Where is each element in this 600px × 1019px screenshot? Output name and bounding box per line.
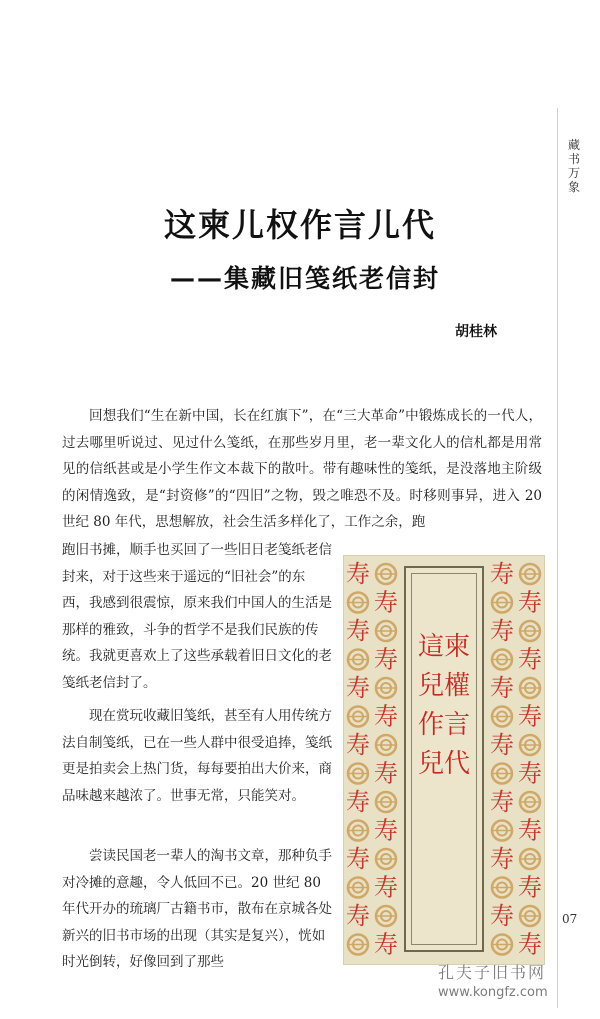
center-panel — [404, 566, 484, 952]
letter-paper-illustration — [343, 555, 545, 965]
round-motif-icon — [520, 564, 540, 584]
seal-glyph-icon: 寿 — [374, 759, 398, 788]
paragraph-2: 现在赏玩收藏旧笺纸，甚至有人用传统方法自制笺纸，已在一些人群中很受追捧，笺纸更是拍卖会上热门货，每每要拍出大价来，商品味越来越浓了。世事无常，只能笑对。 — [62, 708, 332, 804]
seal-glyph-icon: 寿 — [374, 588, 398, 617]
round-motif-icon — [376, 735, 396, 755]
article-title: 这柬儿权作言儿代 — [163, 206, 436, 244]
watermark — [438, 960, 548, 1000]
round-motif-icon — [376, 564, 396, 584]
seal-glyph-icon: 寿 — [490, 731, 514, 759]
round-motif-icon — [376, 621, 396, 641]
seal-glyph-icon: 寿 — [490, 845, 514, 873]
round-motif-icon — [492, 593, 512, 613]
round-motif-icon — [376, 849, 396, 869]
seal-glyph-icon: 寿 — [518, 645, 542, 674]
round-motif-icon — [348, 707, 368, 727]
round-motif-icon — [520, 621, 540, 641]
round-motif-icon — [492, 821, 512, 841]
seal-glyph-icon: 寿 — [518, 702, 542, 731]
paragraph-1: 回想我们“生在新中国，长在红旗下”，在“三大革命”中锻炼成长的一代人，过去哪里听说过、见过什么笺纸，在那些岁月里，老一辈文化人的信札都是用常见的信纸甚或是小学生作文本裁下的散叶。带有趣味性的笺纸，是没落地主阶级的闲情逸致，是“封资修”的“四旧”之物，毁之唯恐不及。时移则事异，进入 20 世纪 80 年代，思想解放，社会生活多样化了，工作之余，跑 — [62, 408, 542, 530]
seal-glyph-icon: 寿 — [374, 930, 398, 959]
seal-glyph-icon: 寿 — [518, 873, 542, 902]
seal-glyph-icon: 寿 — [346, 788, 370, 816]
seal-glyph-icon: 寿 — [346, 731, 370, 759]
seal-glyph-icon: 寿 — [374, 702, 398, 731]
seal-glyph-icon: 寿 — [374, 645, 398, 674]
seal-glyph-icon: 寿 — [346, 617, 370, 645]
seal-glyph-icon: 寿 — [346, 902, 370, 930]
seal-glyph-icon: 寿 — [346, 845, 370, 873]
round-motif-icon — [520, 849, 540, 869]
seal-glyph-icon: 寿 — [518, 588, 542, 617]
seal-glyph-icon: 寿 — [490, 902, 514, 930]
round-motif-icon — [520, 792, 540, 812]
page-number: 07 — [562, 912, 578, 926]
seal-glyph-icon: 寿 — [518, 930, 542, 959]
round-motif-icon — [520, 906, 540, 926]
round-motif-icon — [348, 650, 368, 670]
calligraphy-inscription: 這柬兒權作言兒代 — [417, 632, 470, 779]
seal-glyph-icon: 寿 — [490, 560, 514, 588]
seal-glyph-icon: 寿 — [346, 560, 370, 588]
round-motif-icon — [520, 735, 540, 755]
round-motif-icon — [492, 935, 512, 955]
seal-glyph-icon: 寿 — [374, 873, 398, 902]
seal-glyph-icon: 寿 — [490, 617, 514, 645]
round-motif-icon — [348, 878, 368, 898]
seal-glyph-icon: 寿 — [490, 788, 514, 816]
round-motif-icon — [348, 821, 368, 841]
round-motif-icon — [520, 678, 540, 698]
round-motif-icon — [348, 764, 368, 784]
round-motif-icon — [376, 678, 396, 698]
seal-glyph-icon: 寿 — [374, 816, 398, 845]
author-name: 胡桂林 — [455, 324, 497, 340]
section-side-label: 藏书万象 — [567, 138, 580, 194]
article-subtitle: ——集藏旧笺纸老信封 — [170, 264, 441, 293]
watermark-site-name: 孔夫子旧书网 — [438, 963, 547, 982]
paragraph-3: 尝读民国老一辈人的淘书文章，那种负手对冷摊的意趣，令人低回不已。20 世纪 80 年代开办的琉璃厂古籍书市，散布在京城各处新兴的旧书市场的出现（其实是复兴），恍如时光倒转，好像回到了那些 — [62, 848, 332, 970]
seal-glyph-icon: 寿 — [518, 759, 542, 788]
paragraph-1-continued: 跑旧书摊，顺手也买回了一些旧日老笺纸老信封来，对于这些来于遥远的“旧社会”的东西，我感到很震惊，原来我们中国人的生活是那样的雅致，斗争的哲学不是我们民族的传统。我就更喜欢上了这些承载着旧日文化的老笺纸老信封了。 — [62, 542, 332, 691]
round-motif-icon — [376, 792, 396, 812]
round-motif-icon — [492, 650, 512, 670]
seal-glyph-icon: 寿 — [490, 674, 514, 702]
round-motif-icon — [348, 593, 368, 613]
seal-glyph-icon: 寿 — [346, 674, 370, 702]
round-motif-icon — [492, 764, 512, 784]
round-motif-icon — [492, 707, 512, 727]
round-motif-icon — [348, 935, 368, 955]
watermark-url: www.kongfz.com — [438, 985, 548, 1000]
round-motif-icon — [376, 906, 396, 926]
round-motif-icon — [492, 878, 512, 898]
seal-glyph-icon: 寿 — [518, 816, 542, 845]
